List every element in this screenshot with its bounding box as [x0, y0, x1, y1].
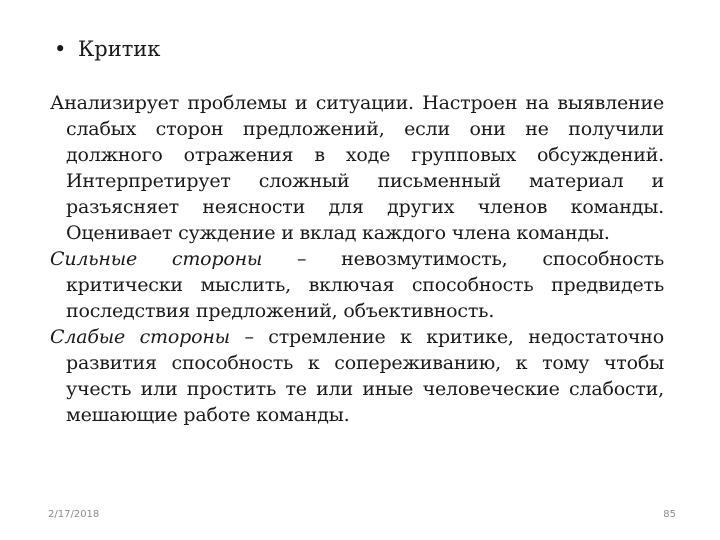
- bullet-heading: [54, 34, 160, 64]
- weaknesses-text: – стремление к критике, недостаточно развития способность к сопереживанию, к тому чтобы учесть или простить те или иные человеческие слабости, мешающие работе команды.: [66, 326, 664, 426]
- strengths-paragraph: [50, 246, 664, 324]
- strengths-label: Сильные стороны: [50, 248, 263, 270]
- bullet-marker: •: [54, 37, 67, 61]
- description-paragraph: [50, 90, 664, 246]
- description-text: Анализирует проблемы и ситуации. Настроен на выявление слабых сторон предложений, если они не получили должного отражения в ходе групповых обсуждений. Интерпретирует сложный письменный материал и разъясняет неясности для других членов команды. Оценивает суждение и вклад каждого члена команды.: [50, 92, 664, 244]
- footer-page-number: 85: [663, 509, 676, 520]
- weaknesses-label: Слабые стороны: [50, 326, 230, 348]
- heading-title: Критик: [78, 37, 161, 61]
- body-text: [50, 90, 664, 428]
- strengths-text: – невозмутимость, способность критически мыслить, включая способность предвидеть последствия предложений, объективность.: [66, 248, 664, 322]
- footer-date: 2/17/2018: [48, 509, 100, 520]
- weaknesses-paragraph: [50, 324, 664, 428]
